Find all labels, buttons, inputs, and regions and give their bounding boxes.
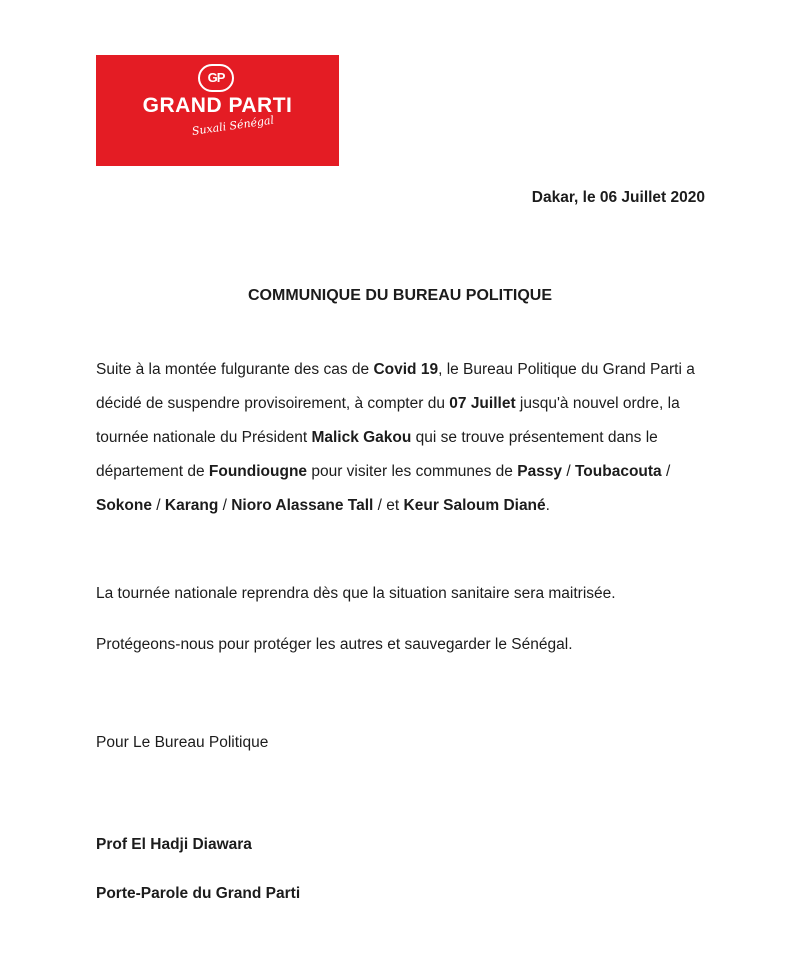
paragraph-text: / (661, 463, 671, 480)
signatory-name: Prof El Hadji Diawara (96, 836, 252, 853)
bold-commune-nioro: Nioro Alassane Tall (231, 497, 374, 514)
paragraph-text: . (545, 497, 550, 514)
party-logo (96, 55, 339, 166)
signatory-role: Porte-Parole du Grand Parti (96, 885, 301, 902)
gp-monogram-icon (198, 64, 234, 92)
logo-monogram-text: GP (207, 70, 225, 85)
paragraph-suspension (96, 353, 714, 523)
paragraph-text: qui se trouve présentement dans le département de (96, 429, 658, 480)
paragraph-text: jusqu'à nouvel ordre, la tournée nationale du Président (96, 395, 680, 446)
bold-department: Foundiougne (208, 463, 308, 480)
paragraph-text: / (218, 497, 232, 514)
paragraph-text: / (151, 497, 165, 514)
bold-commune-passy: Passy (517, 463, 563, 480)
signature-intro: Pour Le Bureau Politique (96, 734, 269, 751)
paragraph-text: / et (373, 497, 404, 514)
bold-commune-keur-saloum: Keur Saloum Diané (403, 497, 546, 514)
bold-president-name: Malick Gakou (311, 429, 412, 446)
paragraph-text: pour visiter les communes de (307, 463, 518, 480)
document-title: COMMUNIQUE DU BUREAU POLITIQUE (248, 287, 552, 304)
bold-covid: Covid 19 (373, 361, 439, 378)
paragraph-text: Suite à la montée fulgurante des cas de (96, 361, 374, 378)
bold-commune-sokone: Sokone (96, 497, 152, 514)
paragraph-resume: La tournée nationale reprendra dès que la situation sanitaire sera maitrisée. (96, 585, 616, 602)
paragraph-text: / (562, 463, 575, 480)
logo-slogan: Suxali Sénégal (191, 113, 275, 138)
bold-commune-toubacouta: Toubacouta (574, 463, 662, 480)
paragraph-appeal: Protégeons-nous pour protéger les autres et sauvegarder le Sénégal. (96, 636, 573, 653)
logo-party-name: GRAND PARTI (142, 94, 293, 117)
document-date: Dakar, le 06 Juillet 2020 (531, 189, 705, 206)
bold-date: 07 Juillet (449, 395, 516, 412)
bold-commune-karang: Karang (164, 497, 219, 514)
paragraph-text: , le Bureau Politique du Grand Parti a décidé de suspendre provisoirement, à compter du (96, 361, 695, 412)
